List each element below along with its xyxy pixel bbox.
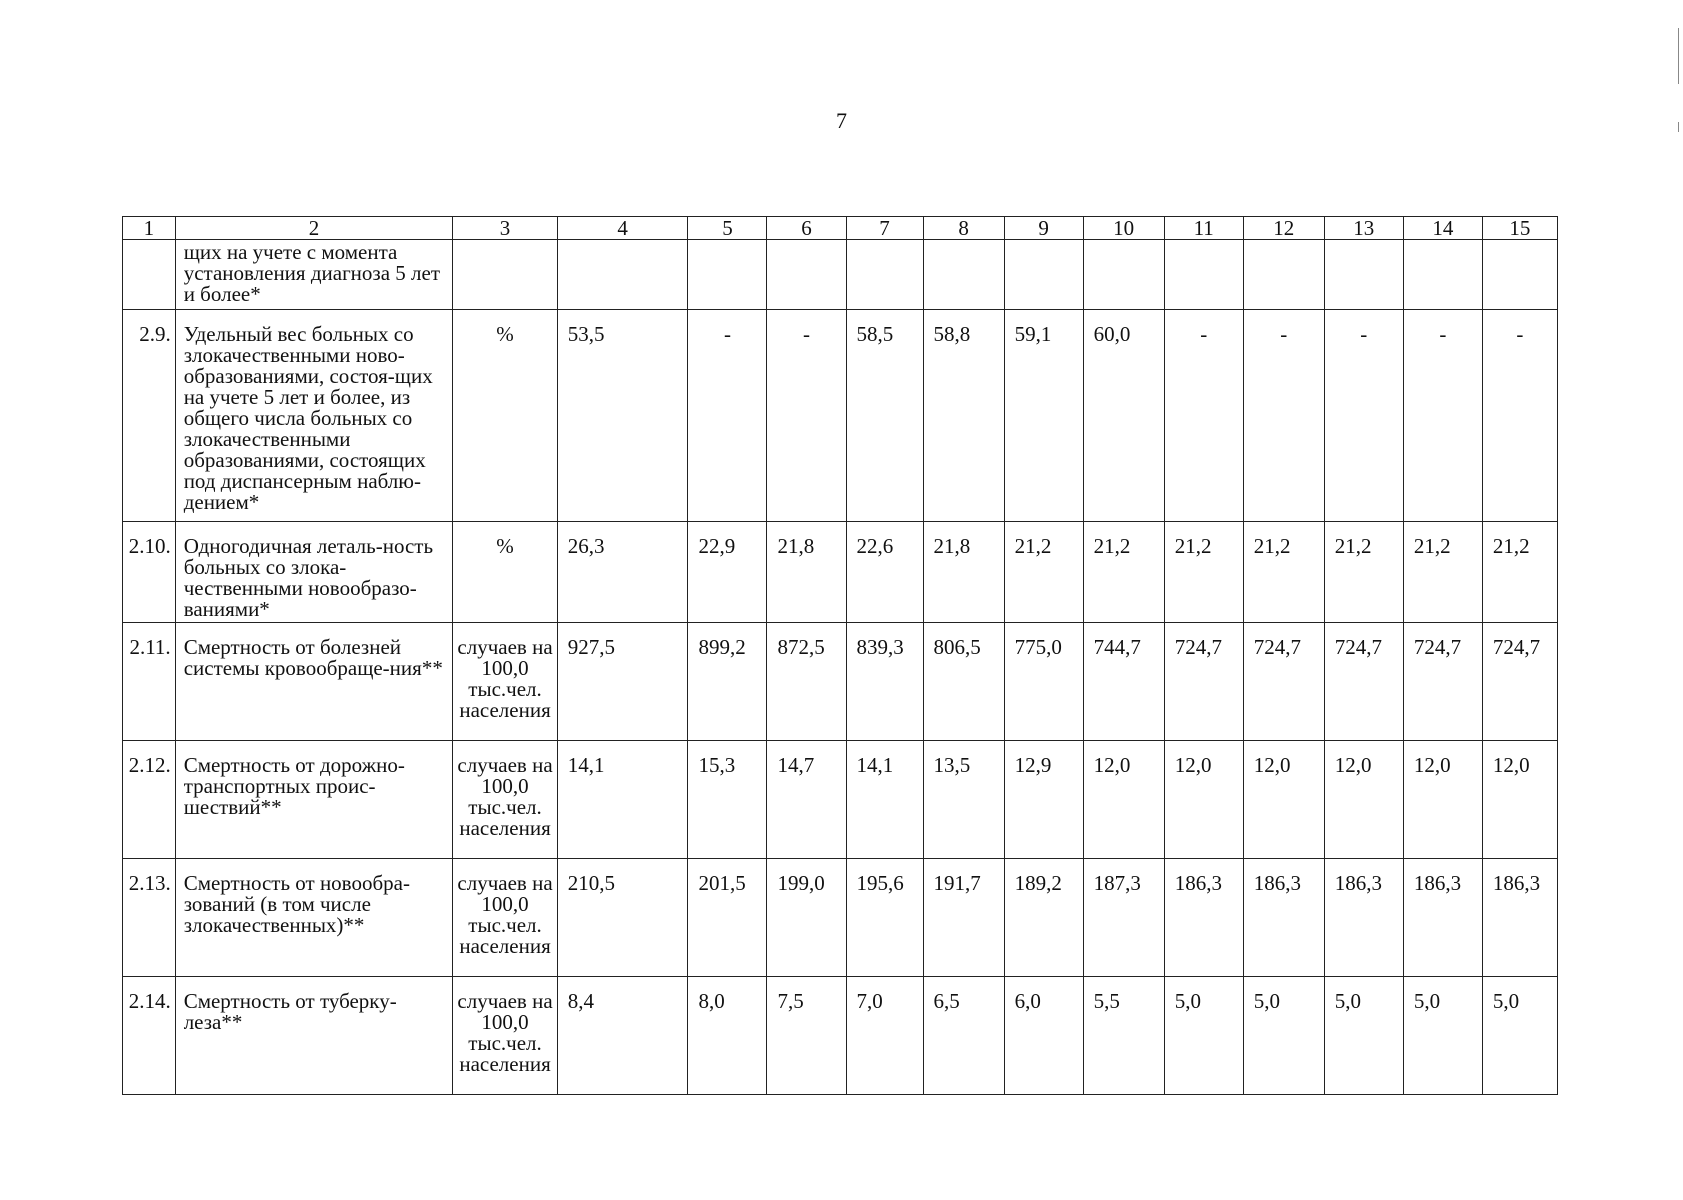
cell-value: 22,9 bbox=[688, 522, 767, 623]
cell-value: 210,5 bbox=[557, 859, 688, 977]
cell-value bbox=[557, 240, 688, 310]
cell-value: 7,5 bbox=[767, 977, 846, 1095]
cell-unit: % bbox=[453, 522, 557, 623]
header-cell-3: 3 bbox=[453, 217, 557, 240]
cell-unit bbox=[453, 240, 557, 310]
header-cell-13: 13 bbox=[1324, 217, 1403, 240]
cell-value: 5,0 bbox=[1482, 977, 1557, 1095]
cell-value: - bbox=[1324, 310, 1403, 522]
continuation-row bbox=[123, 240, 1558, 310]
cell-value: 21,2 bbox=[1083, 522, 1164, 623]
cell-value: 5,0 bbox=[1403, 977, 1482, 1095]
cell-value: - bbox=[1403, 310, 1482, 522]
cell-value bbox=[846, 240, 923, 310]
cell-value: 5,0 bbox=[1164, 977, 1243, 1095]
scan-edge-mark bbox=[1678, 122, 1679, 132]
cell-value: - bbox=[767, 310, 846, 522]
cell-value: 13,5 bbox=[923, 741, 1004, 859]
cell-value: 6,0 bbox=[1004, 977, 1083, 1095]
cell-value bbox=[767, 240, 846, 310]
cell-value: 22,6 bbox=[846, 522, 923, 623]
cell-value: 744,7 bbox=[1083, 623, 1164, 741]
cell-value: 872,5 bbox=[767, 623, 846, 741]
header-cell-14: 14 bbox=[1403, 217, 1482, 240]
cell-value: 21,2 bbox=[1324, 522, 1403, 623]
header-cell-10: 10 bbox=[1083, 217, 1164, 240]
cell-value: 12,9 bbox=[1004, 741, 1083, 859]
cell-name: Смертность от болезней системы кровообраще-ния** bbox=[175, 623, 453, 741]
cell-value bbox=[1243, 240, 1324, 310]
cell-value: 21,8 bbox=[923, 522, 1004, 623]
cell-value: 12,0 bbox=[1083, 741, 1164, 859]
cell-value: 21,2 bbox=[1243, 522, 1324, 623]
header-cell-11: 11 bbox=[1164, 217, 1243, 240]
cell-value bbox=[1403, 240, 1482, 310]
cell-num bbox=[123, 240, 176, 310]
cell-value: 12,0 bbox=[1164, 741, 1243, 859]
header-cell-2: 2 bbox=[175, 217, 453, 240]
cell-value: 186,3 bbox=[1164, 859, 1243, 977]
cell-value: 5,0 bbox=[1243, 977, 1324, 1095]
cell-value: 12,0 bbox=[1482, 741, 1557, 859]
cell-value: 189,2 bbox=[1004, 859, 1083, 977]
cell-value: 8,4 bbox=[557, 977, 688, 1095]
cell-value: 724,7 bbox=[1243, 623, 1324, 741]
cell-value: 724,7 bbox=[1324, 623, 1403, 741]
cell-value bbox=[1004, 240, 1083, 310]
cell-value: 186,3 bbox=[1403, 859, 1482, 977]
header-cell-6: 6 bbox=[767, 217, 846, 240]
table-row bbox=[123, 522, 1558, 623]
cell-value: 59,1 bbox=[1004, 310, 1083, 522]
cell-value: 927,5 bbox=[557, 623, 688, 741]
cell-value: 199,0 bbox=[767, 859, 846, 977]
header-cell-9: 9 bbox=[1004, 217, 1083, 240]
cell-value: 14,1 bbox=[557, 741, 688, 859]
cell-value: 21,2 bbox=[1164, 522, 1243, 623]
cell-value: 7,0 bbox=[846, 977, 923, 1095]
indicator-table-wrapper bbox=[122, 216, 1558, 1095]
cell-value: 201,5 bbox=[688, 859, 767, 977]
cell-value: 186,3 bbox=[1243, 859, 1324, 977]
cell-name: Смертность от новообра-зований (в том числе злокачественных)** bbox=[175, 859, 453, 977]
cell-value: 15,3 bbox=[688, 741, 767, 859]
cell-num: 2.10. bbox=[123, 522, 176, 623]
cell-value: 186,3 bbox=[1482, 859, 1557, 977]
scan-edge-mark bbox=[1678, 28, 1679, 84]
cell-name: Удельный вес больных со злокачественными ново-образованиями, состоя-щих на учете 5 лет и более, из общего числа больных со злокачественными образованиями, состоящих под диспансерным наблю-дением* bbox=[175, 310, 453, 522]
cell-num: 2.13. bbox=[123, 859, 176, 977]
cell-value bbox=[1324, 240, 1403, 310]
cell-num: 2.11. bbox=[123, 623, 176, 741]
cell-value: 187,3 bbox=[1083, 859, 1164, 977]
cell-value: 26,3 bbox=[557, 522, 688, 623]
cell-value: 21,8 bbox=[767, 522, 846, 623]
cell-value: 899,2 bbox=[688, 623, 767, 741]
header-cell-1: 1 bbox=[123, 217, 176, 240]
cell-value: 12,0 bbox=[1243, 741, 1324, 859]
page-number: 7 bbox=[836, 108, 847, 133]
cell-value: - bbox=[1243, 310, 1324, 522]
cell-value: 195,6 bbox=[846, 859, 923, 977]
cell-value bbox=[1482, 240, 1557, 310]
cell-value: - bbox=[1482, 310, 1557, 522]
table-row bbox=[123, 741, 1558, 859]
cell-unit: случаев на 100,0 тыс.чел. населения bbox=[453, 623, 557, 741]
cell-unit: % bbox=[453, 310, 557, 522]
header-cell-5: 5 bbox=[688, 217, 767, 240]
cell-value: 8,0 bbox=[688, 977, 767, 1095]
cell-value: 5,5 bbox=[1083, 977, 1164, 1095]
cell-value: 21,2 bbox=[1482, 522, 1557, 623]
cell-value: 724,7 bbox=[1164, 623, 1243, 741]
cell-value: 12,0 bbox=[1324, 741, 1403, 859]
cell-value: 14,7 bbox=[767, 741, 846, 859]
cell-value: - bbox=[688, 310, 767, 522]
indicator-table bbox=[122, 216, 1558, 1095]
header-cell-7: 7 bbox=[846, 217, 923, 240]
cell-value: 6,5 bbox=[923, 977, 1004, 1095]
cell-unit: случаев на 100,0 тыс.чел. населения bbox=[453, 741, 557, 859]
cell-value: 191,7 bbox=[923, 859, 1004, 977]
cell-num: 2.12. bbox=[123, 741, 176, 859]
table-row bbox=[123, 977, 1558, 1095]
cell-value: 724,7 bbox=[1403, 623, 1482, 741]
cell-value: 186,3 bbox=[1324, 859, 1403, 977]
cell-name: щих на учете с момента установления диагноза 5 лет и более* bbox=[175, 240, 453, 310]
cell-value: 724,7 bbox=[1482, 623, 1557, 741]
cell-name: Смертность от туберку-леза** bbox=[175, 977, 453, 1095]
cell-value: 58,8 bbox=[923, 310, 1004, 522]
cell-value bbox=[688, 240, 767, 310]
cell-value bbox=[1164, 240, 1243, 310]
cell-value: 58,5 bbox=[846, 310, 923, 522]
cell-value bbox=[923, 240, 1004, 310]
cell-value: 21,2 bbox=[1004, 522, 1083, 623]
header-cell-12: 12 bbox=[1243, 217, 1324, 240]
cell-value: 775,0 bbox=[1004, 623, 1083, 741]
table-body bbox=[123, 217, 1558, 1095]
cell-value: 12,0 bbox=[1403, 741, 1482, 859]
header-cell-4: 4 bbox=[557, 217, 688, 240]
cell-value: 806,5 bbox=[923, 623, 1004, 741]
table-row bbox=[123, 623, 1558, 741]
cell-value: 21,2 bbox=[1403, 522, 1482, 623]
cell-value: - bbox=[1164, 310, 1243, 522]
cell-name: Одногодичная леталь-ность больных со злока-чественными новообразо-ваниями* bbox=[175, 522, 453, 623]
cell-value bbox=[1083, 240, 1164, 310]
cell-num: 2.9. bbox=[123, 310, 176, 522]
cell-num: 2.14. bbox=[123, 977, 176, 1095]
header-row bbox=[123, 217, 1558, 240]
header-cell-8: 8 bbox=[923, 217, 1004, 240]
cell-value: 53,5 bbox=[557, 310, 688, 522]
table-row bbox=[123, 310, 1558, 522]
header-cell-15: 15 bbox=[1482, 217, 1557, 240]
cell-unit: случаев на 100,0 тыс.чел. населения bbox=[453, 859, 557, 977]
cell-value: 60,0 bbox=[1083, 310, 1164, 522]
cell-value: 5,0 bbox=[1324, 977, 1403, 1095]
table-row bbox=[123, 859, 1558, 977]
cell-value: 14,1 bbox=[846, 741, 923, 859]
cell-unit: случаев на 100,0 тыс.чел. населения bbox=[453, 977, 557, 1095]
cell-name: Смертность от дорожно-транспортных проис-шествий** bbox=[175, 741, 453, 859]
cell-value: 839,3 bbox=[846, 623, 923, 741]
